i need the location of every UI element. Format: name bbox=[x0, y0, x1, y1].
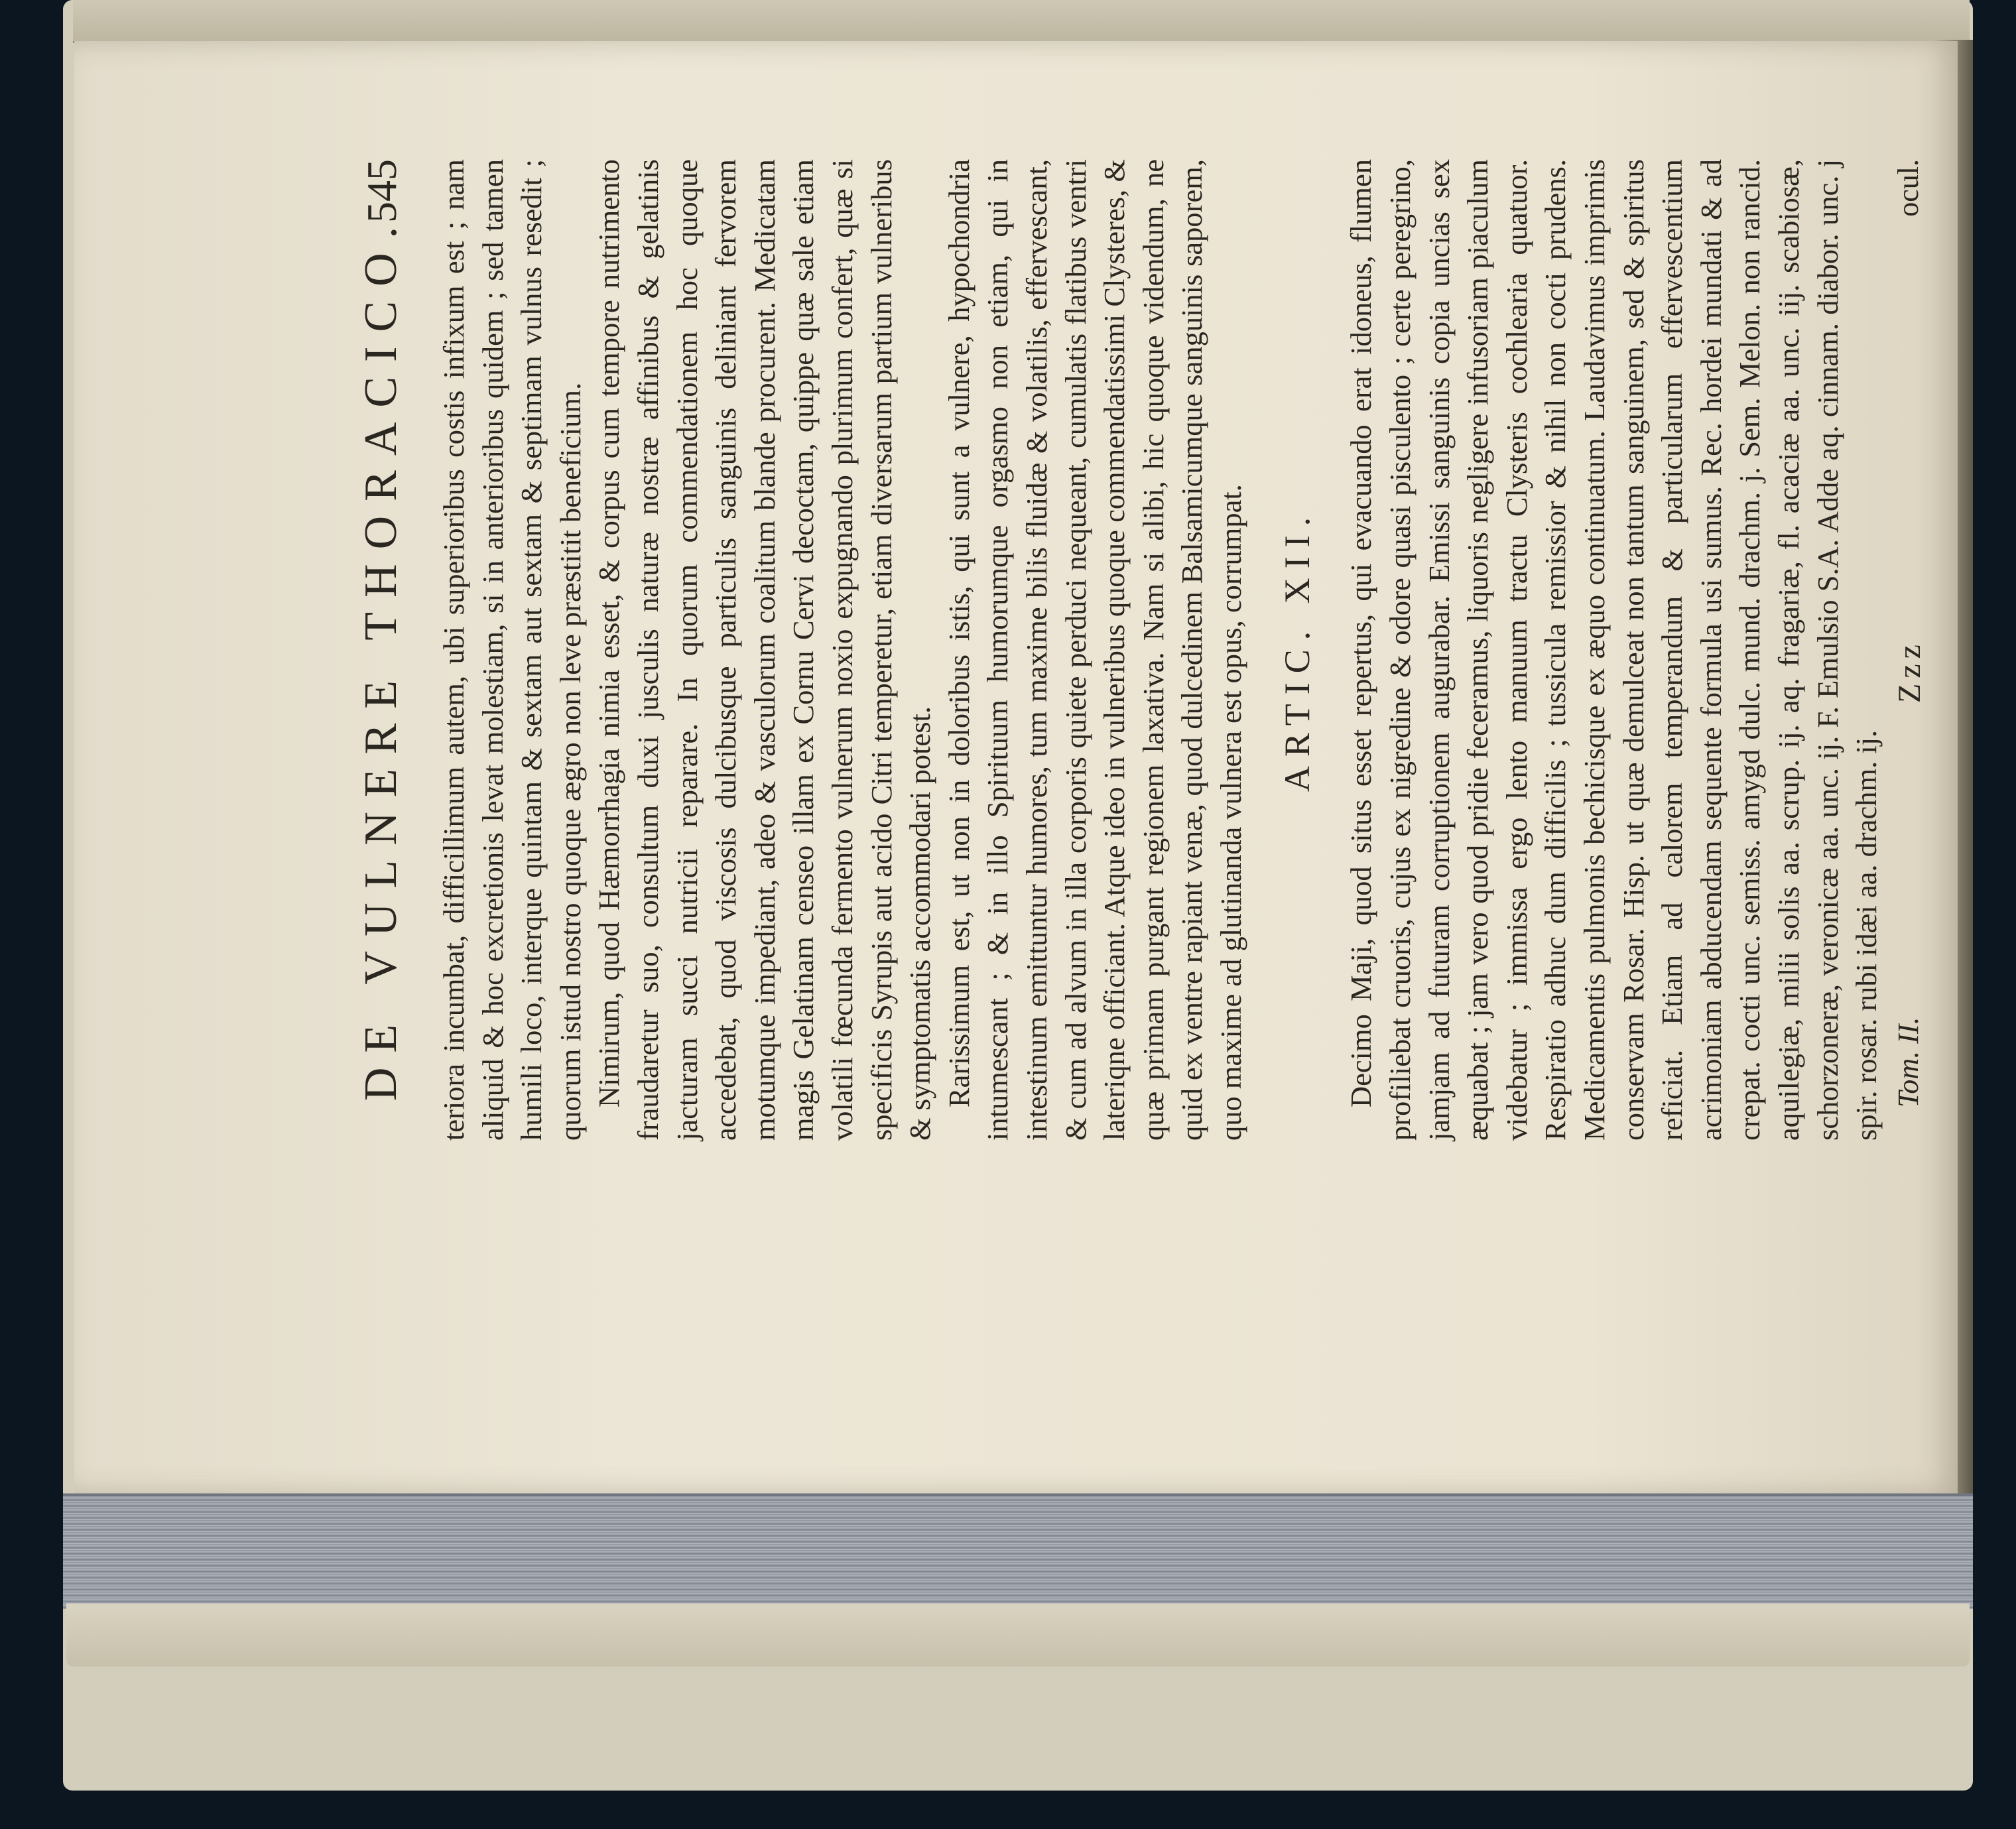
previous-page-edge bbox=[73, 0, 1970, 43]
catchword: ocul. bbox=[1891, 159, 1924, 217]
page-body bbox=[434, 159, 1931, 1141]
paragraph: teriora incumbat, difficillimum autem, ubi superioribus costis infixum est ; nam aliquid & hoc excretionis levat molestiam, si in anterioribus quidem ; sed tamen humili loco, interque quintam & sextam aut sextam & septimam vulnus resedit ; quorum istud nostro quoque ægro non leve præstitit beneficium. bbox=[437, 159, 587, 1141]
running-head: DE VULNERE THORACICO. bbox=[355, 212, 407, 1102]
page-stack-edge bbox=[63, 1493, 1973, 1609]
paragraph: Nimirum, quod Hæmorrhagia nimia esset, & corpus cum tempore nutrimento fraudaretur suo, consultum duxi jusculis naturæ nostræ affinibus & gelatinis jacturam succi nutricii reparare. In quorum commendationem hoc quoque accedebat, quod viscosis dulcibusque particulis sanguinis deliniant fervorem motumque impediant, adeo & vasculorum coalitum blande procurent. Medicatam magis Gelatinam censeo illam ex Cornu Cervi decoctam, quippe quæ sale etiam volatili fœcunda fermento vulnerum noxio expugnando plurimum confert, quæ si specificis Syrupis aut acido Citri temperetur, etiam diversarum partium vulneribus & symptomatis accommodari potest. bbox=[592, 159, 937, 1141]
article-heading: ARTIC. XII. bbox=[1277, 507, 1318, 792]
paragraph: Rarissimum est, ut non in doloribus istis, qui sunt a vulnere, hypochondria intumescant ; & in illo Spirituum humorumque orgasmo non etiam, qui in intestinum emittuntur humores, tum maxime bilis fluidæ & volatilis, effervescant, & cum ad alvum in illa corporis quiete perduci nequeant, cumulatis flatibus ventri lateriqne officiant. Atque ideo in vulneribus quoque commendatissimi Clysteres, & quæ primam purgant regionem laxativa. Nam si alibi, hic quoque videndum, ne quid ex ventre rapiant venæ, quod dulcedinem Balsamicumque sanguinis saporem, quo maxime ad glutinanda vulnera est opus, corrumpat. bbox=[942, 159, 1247, 1141]
page-fold bbox=[66, 1604, 1970, 1667]
signature-mark: Zzz bbox=[1891, 639, 1927, 703]
page-number: 545 bbox=[358, 159, 405, 223]
paragraph: Decimo Maji, quod situs esset repertus, qui evacuando erat idoneus, flumen profiliebat cruoris, cujus ex nigredine & odore quasi pisculento ; certe peregrino, jamjam ad futuram corruptionem augurabar. Emissi sanguinis copia uncias sex æquabat ; jam vero quod pridie feceramus, liquoris negligere infusoriam piaculum videbatur ; immissa ergo lento manuum tractu Clysteris cochlearia quatuor. Respiratio adhuc dum difficilis ; tussicula remissior & nihil non cocti prudens. Medicamentis pulmonis bechicisque ex æquo continuatum. Laudavimus imprimis conservam Rosar. Hisp. ut quæ demulceat non tantum sanguinem, sed & spiritus reficiat. Etiam ad calorem temperandum & particularum effervescentium acrimoniam abducendam sequente formula usi sumus. Rec. hordei mundati & ad crepat. cocti unc. semiss. amygd dulc. mund. drachm. j. Sem. Melon. non rancid. aquilegiæ, milii solis aa. scrup. ij. aq. fragariæ, fl. acaciæ aa. unc. iij. scabiosæ, schorzoneræ, veronicæ aa. unc. ij. F. Emulsio S.A. Adde aq. cinnam. diabor. unc. j spir. rosar. rubi idæi aa. drachm. ij. bbox=[1344, 159, 1883, 1141]
page-text-block bbox=[355, 146, 1927, 1167]
page-header bbox=[355, 146, 428, 1167]
tome-label: Tom. II. bbox=[1891, 1017, 1924, 1107]
page-footer bbox=[1891, 159, 1931, 1141]
